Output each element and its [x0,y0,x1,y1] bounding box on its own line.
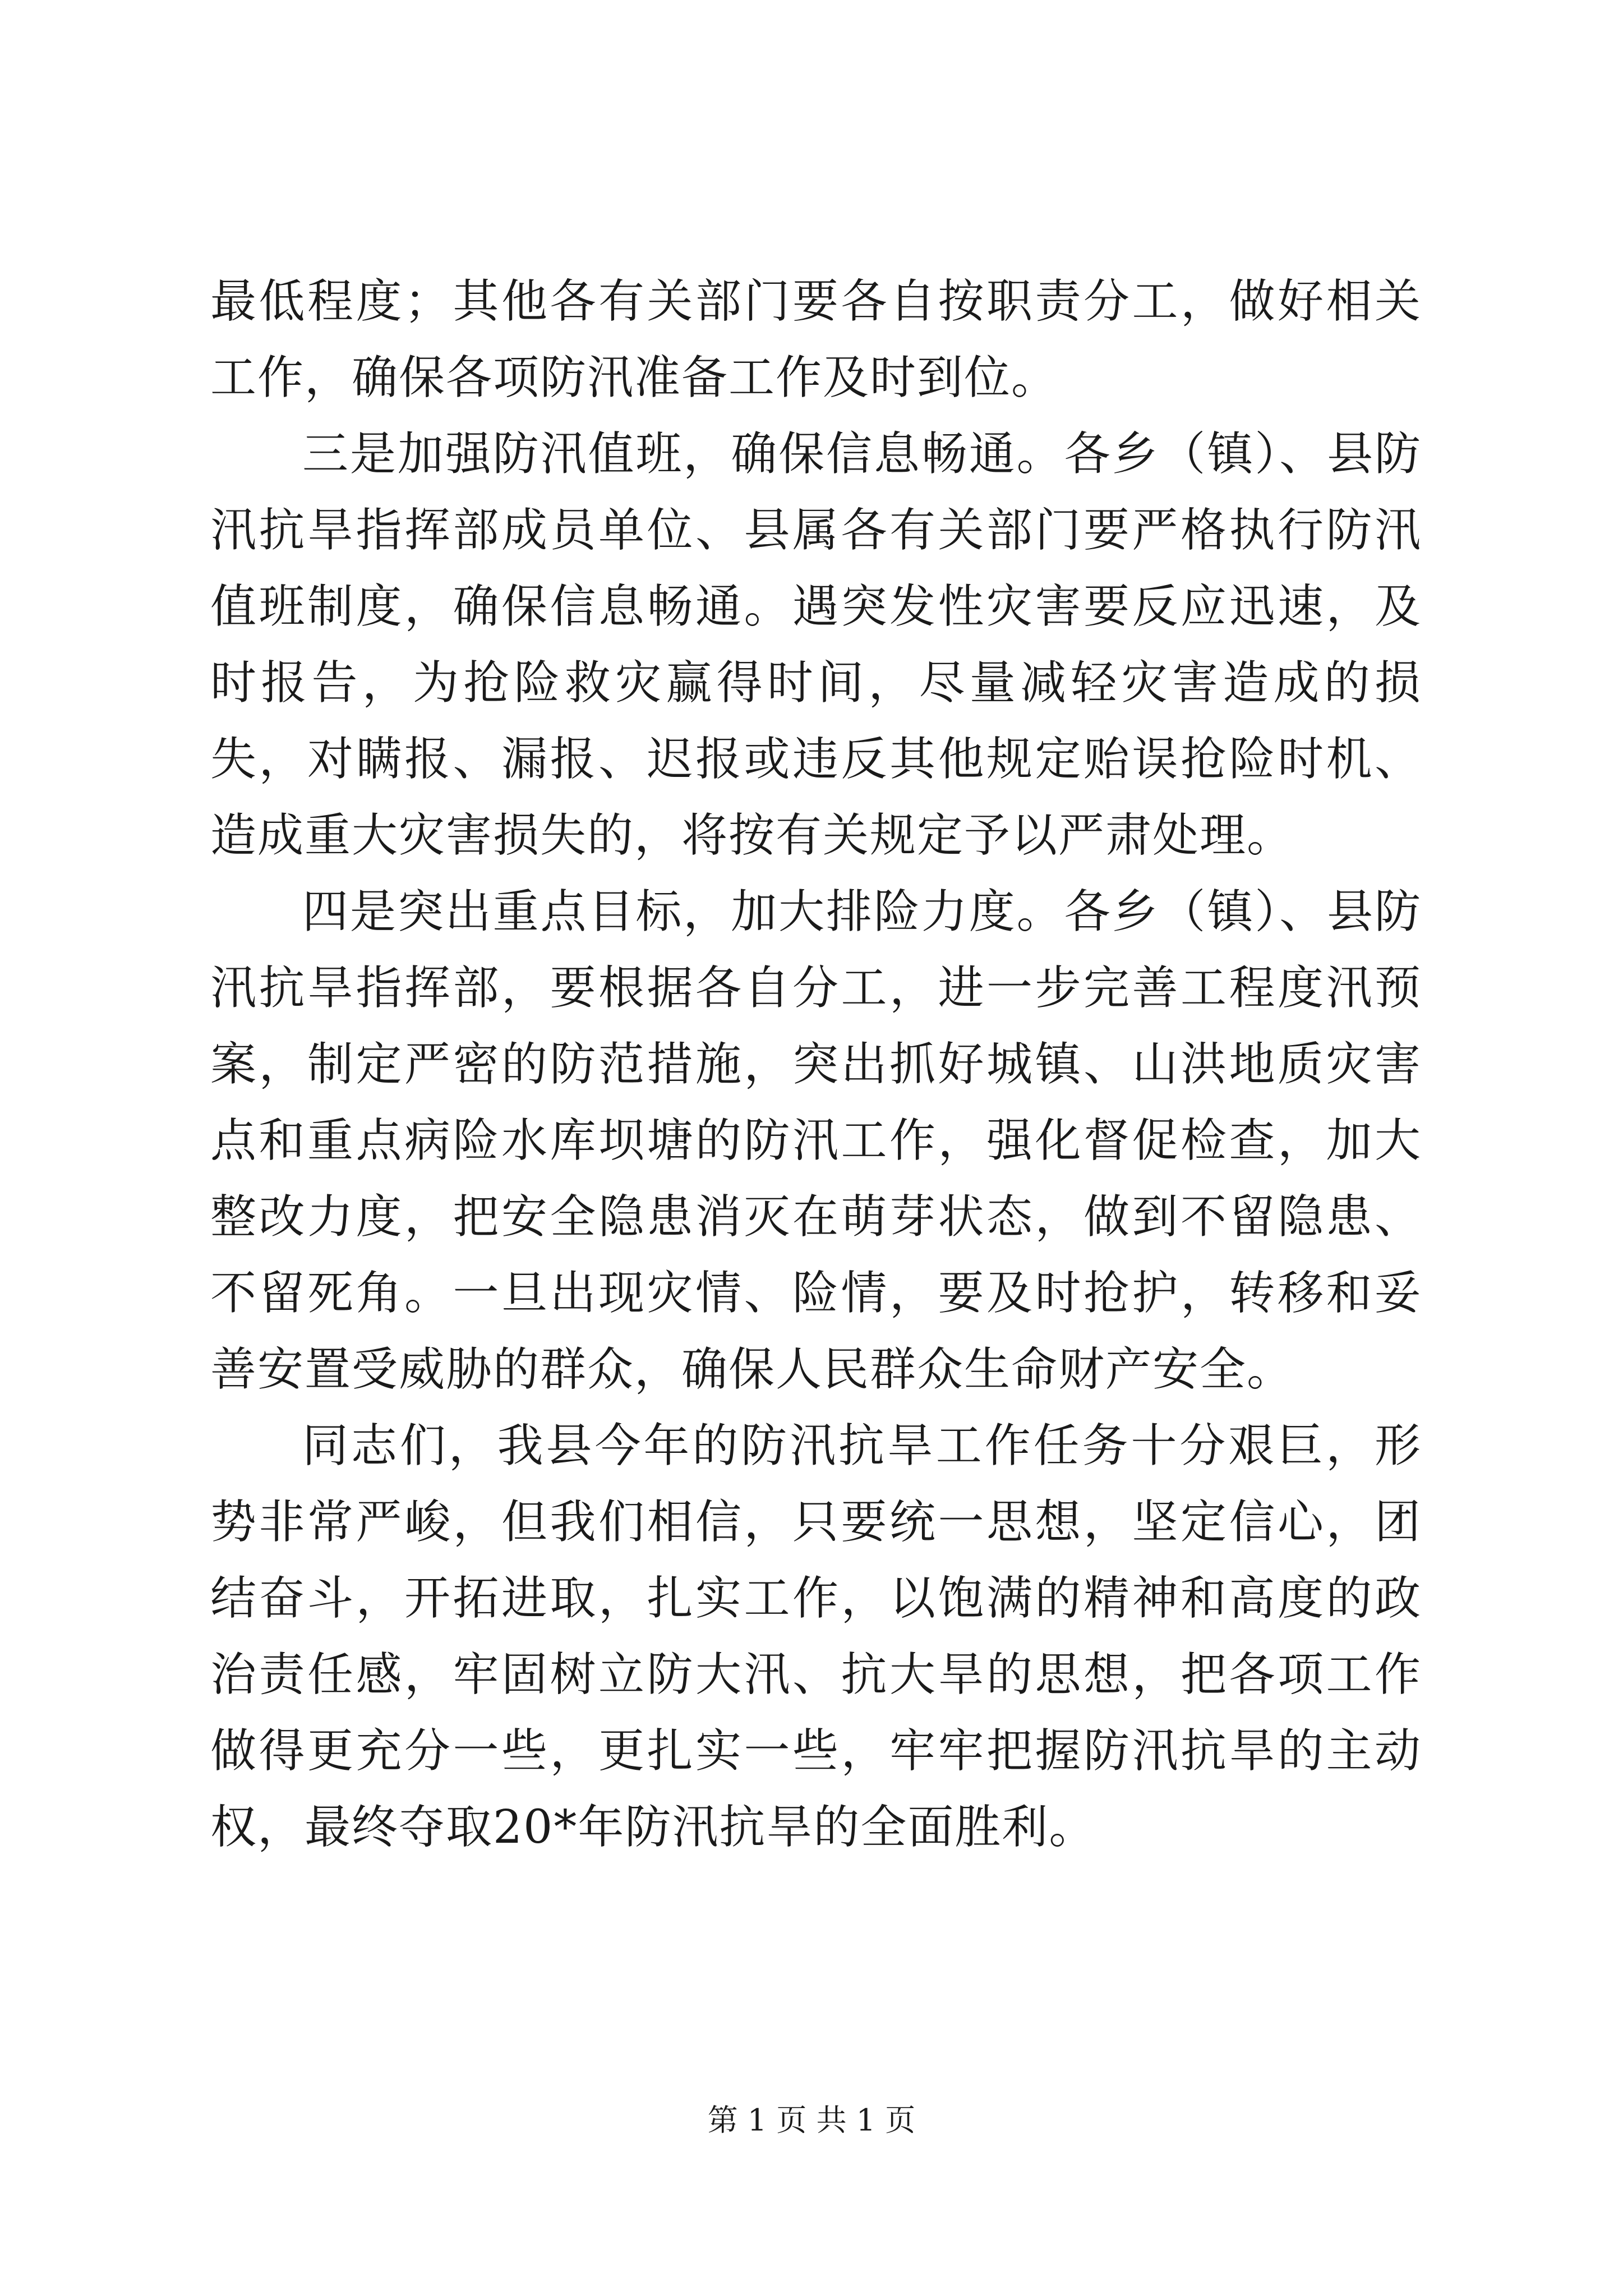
paragraph-3: 四是突出重点目标，加大排险力度。各乡（镇）、县防汛抗旱指挥部，要根据各自分工，进一步完善工程度汛预案，制定严密的防范措施，突出抓好城镇、山洪地质灾害点和重点病险水库坝塘的防汛工作，强化督促检查，加大整改力度，把安全隐患消灭在萌芽状态，做到不留隐患、不留死角。一旦出现灾情、险情，要及时抢护，转移和妥善安置受威胁的群众，确保人民群众生命财产安全。 [210,885,1422,1396]
paragraph-4: 同志们，我县今年的防汛抗旱工作任务十分艰巨，形势非常严峻，但我们相信，只要统一思想，坚定信心，团结奋斗，开拓进取，扎实工作，以饱满的精神和高度的政治责任感，牢固树立防大汛、抗大旱的思想，把各项工作做得更充分一些，更扎实一些，牢牢把握防汛抗旱的主动权，最终夺取20*年防汛抗旱的全面胜利。 [210,1419,1422,1854]
page-footer [0,2101,1623,2140]
document-body [210,264,1422,1866]
page-number-label: 第 1 页 共 1 页 [707,2102,916,2138]
paragraph-1: 最低程度；其他各有关部门要各自按职责分工，做好相关工作，确保各项防汛准备工作及时到位。 [210,275,1422,404]
paragraph-2: 三是加强防汛值班，确保信息畅通。各乡（镇）、县防汛抗旱指挥部成员单位、县属各有关部门要严格执行防汛值班制度，确保信息畅通。遇突发性灾害要反应迅速，及时报告，为抢险救灾赢得时间，尽量减轻灾害造成的损失，对瞒报、漏报、迟报或违反其他规定贻误抢险时机、造成重大灾害损失的，将按有关规定予以严肃处理。 [210,427,1422,862]
